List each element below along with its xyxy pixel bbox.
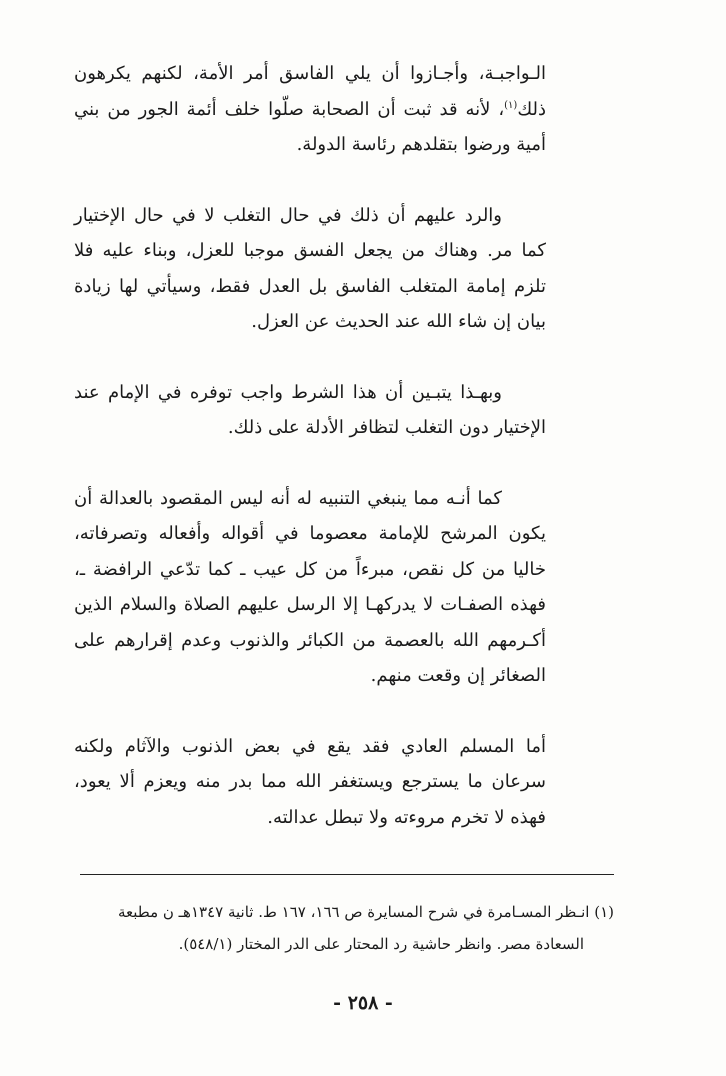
footnote-reference: (١) (504, 99, 518, 111)
footnote-continuation: السعادة مصر. وانظر حاشية رد المحتار على الدر المختار (٥٤٨/١). (178, 935, 584, 953)
footnote (74, 896, 614, 960)
paragraph-2: والرد عليهم أن ذلك في حال التغلب لا في حال الإختيار كما مر. وهناك من يجعل الفسق موجبا للعزل، وبناء عليه فلا تلزم إمامة المتغلب الفاسق بل العدل فقط، وسيأتي لها زيادة بيان إن شاء الله عند الحديث عن العزل. (74, 204, 546, 332)
main-text (74, 56, 546, 835)
paragraph-1-text-a: الـواجبـة، وأجـازوا أن يلي الفاسق أمر الأمة، لكنهم يكرهون ذلك (74, 63, 546, 120)
paragraph-1 (74, 56, 546, 163)
footnote-text: (١) انـظر المسـامرة في شرح المسايرة ص ١٦٦، ١٦٧ ط. ثانية ١٣٤٧هـ ن مطبعة (117, 903, 614, 921)
paragraph-1-text-b: ، لأنه قد ثبت أن الصحابة صلّوا خلف أئمة الجور من بني أمية ورضوا بتقلدهم رئاسة الدولة. (74, 98, 546, 155)
paragraph-4: كما أنـه مما ينبغي التنبيه له أنه ليس المقصود بالعدالة أن يكون المرشح للإمامة معصوما في أقواله وأفعاله وتصرفاته، خاليا من كل نقص، مبرءاً من كل عيب ـ كما تدّعي الرافضة ـ، فهذه الصفـات لا يدركهـا إلا الرسل عليهم الصلاة والسلام الذين أكـرمهم الله بالعصمة من الكبائر والذنوب وعدم إقرارهم على الصغائر إن وقعت منهم. (74, 487, 546, 686)
footnote-divider (80, 874, 614, 875)
paragraph-3: وبهـذا يتبـين أن هذا الشرط واجب توفره في الإمام عند الإختيار دون التغلب لتظافر الأدلة على ذلك. (74, 381, 546, 438)
page-number: - ٢٥٨ - (333, 992, 393, 1014)
paragraph-5: أما المسلم العادي فقد يقع في بعض الذنوب والآثام ولكنه سرعان ما يسترجع ويستغفر الله مما بدر منه ويعزم ألا يعود، فهذه لا تخرم مروءته ولا تبطل عدالته. (74, 735, 546, 828)
